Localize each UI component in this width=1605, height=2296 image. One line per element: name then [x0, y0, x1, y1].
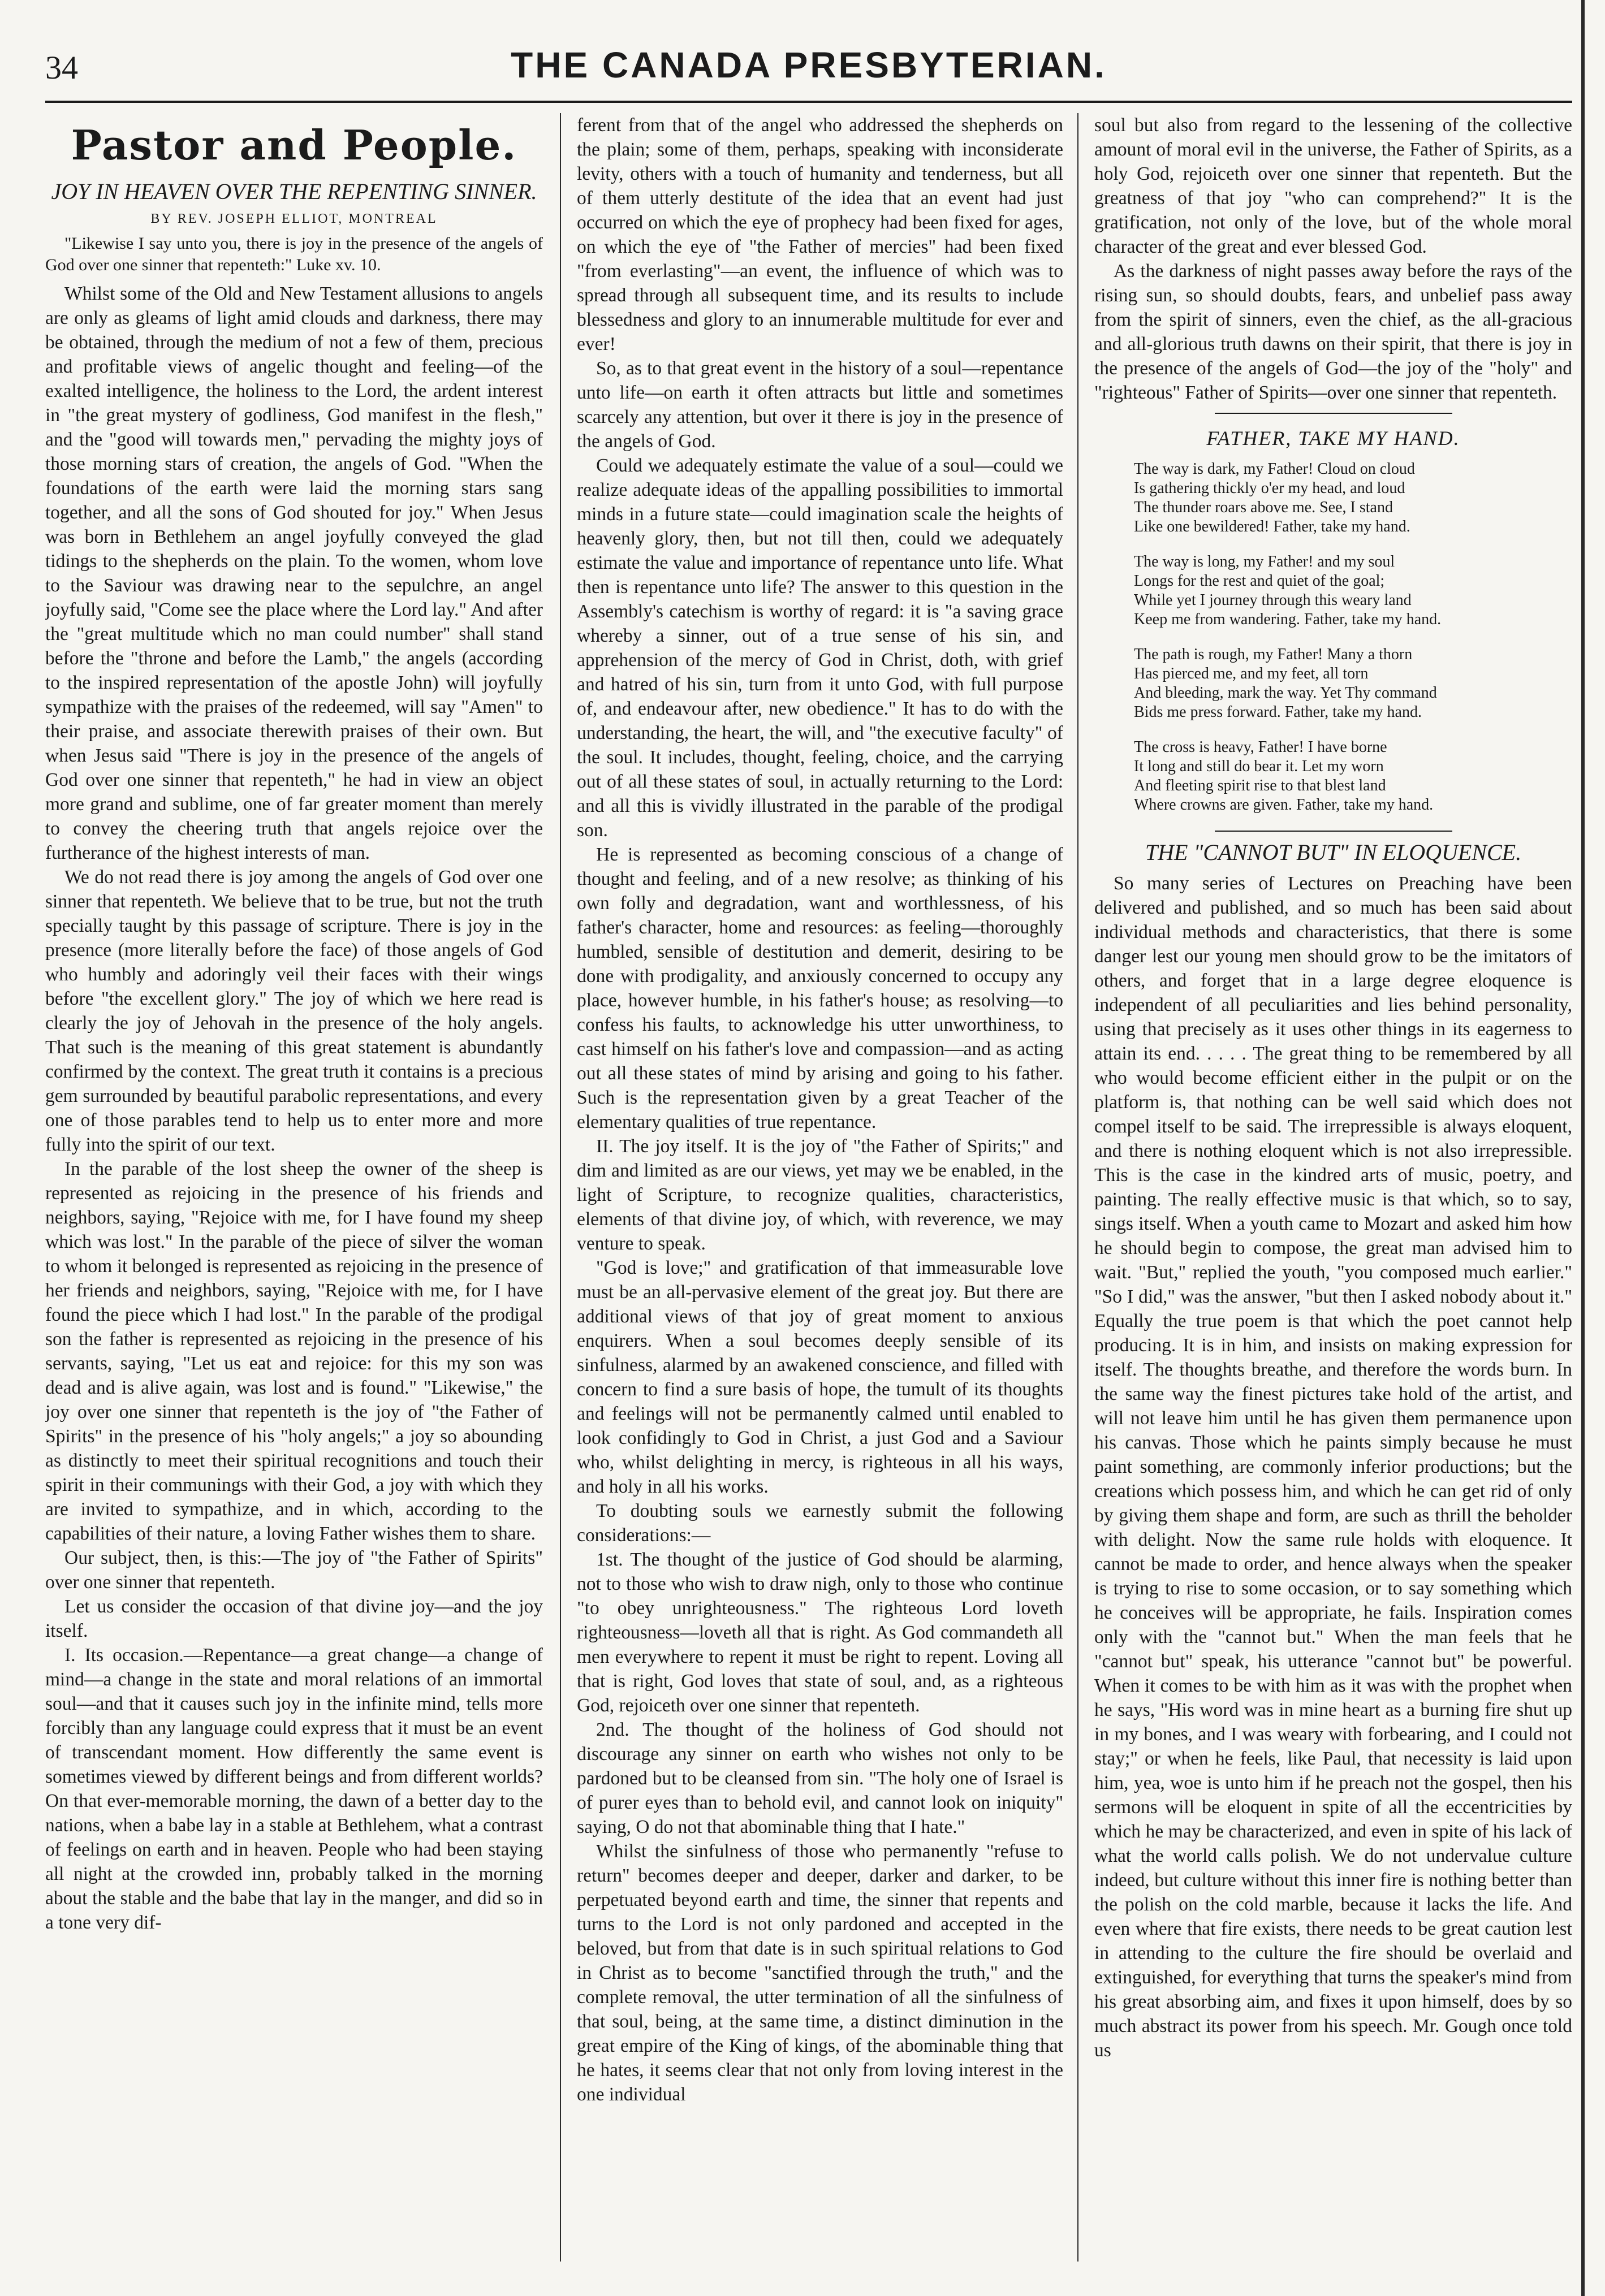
poem-title: FATHER, TAKE MY HAND.: [1206, 427, 1460, 449]
poem-line: Has pierced me, and my feet, all torn: [1134, 665, 1369, 682]
paragraph: We do not read there is joy among the angels of God over one sinner that repenteth. We believe that to be true, but not the truth specially taught by this passage of scripture. There is joy in the presence (more literally before the face) of those angels of God who humbly and adoringly veil their faces with their wings before "the excellent glory." The joy of which we here read is clearly the joy of Jehovah in the presence of the holy angels. That such is the meaning of this great statement is abundantly confirmed by the context. The great truth it contains is a precious gem surrounded by beautiful parabolic representations, and every one of those parables tend to help us to enter more and more fully into the spirit of our text.: [45, 867, 543, 1155]
column-3: [1094, 113, 1572, 2267]
poem-line: And fleeting spirit rise to that blest land: [1134, 777, 1386, 794]
paragraph: So many series of Lectures on Preaching have been delivered and published, and so much has been said about individual methods and characteristics, that there is some danger lest our young men should grow to be the imitators of others, and forget that in a large degree eloquence is independent of all peculiarities and lies behind personality, using that precisely as it uses other things in its eagerness to attain its end. . . . . The great thing to be remembered by all who would become efficient either in the pulpit or on the platform is, that nothing can be well said which does not compel itself to be said. The irrepressible is always eloquent, and there is nothing eloquent which is not also irrepressible. This is the case in the kindred arts of music, poetry, and painting. The really effective music is that which, so to say, sings itself. When a youth came to Mozart and asked him how he should begin to compose, the great man advised him to wait. "But," replied the youth, "you composed much earlier." "So I did," was the answer, "but then I asked nobody about it." Equally the true poem is that which the poet cannot help producing. It is in him, and insists on making expression for itself. The thoughts breathe, and therefore the words burn. In the same way the finest pictures take hold of the artist, and will not leave him until he has given them permanence upon his canvas. Those which he paints simply because he must paint something, are commonly inferior productions; but the creations which possess him, and which he can get rid of only by giving them shape and form, are such as thrill the beholder with delight. Now the same rule holds with eloquence. It cannot be made to order, and hence always when the speaker is trying to rise to some occasion, or to say something which he conceives will be appropriate, he fails. Inspiration comes only with the "cannot but." When the man feels that he "cannot but" speak, his utterance "cannot but" be powerful. When it comes to be with him as it was with the prophet when he says, "His word was in mine heart as a burning fire shut up in my bones, and I was weary with forbearing, and I could not stay;" or when he feels, like Paul, that necessity is laid upon him, yea, woe is unto him if he preach not the gospel, then his sermons will be eloquent in spite of all the eccentricities by which he may be characterized, and even in spite of his lack of what the world calls polish. We do not undervalue culture indeed, but culture without this inner fire is nothing better than the polish on the cold marble, because it lacks the life. And even where that fire exists, there needs to be great caution lest in attending to the culture the fire should be overlaid and extinguished, for everything that turns the speaker's mind from his great absorbing aim, and fixes it upon himself, does by so much abstract its power from his speech. Mr. Gough once told us: [1094, 873, 1572, 2061]
header-rule: [45, 101, 1572, 103]
byline: BY REV. JOSEPH ELLIOT, MONTREAL: [150, 211, 438, 226]
paragraph: "God is love;" and gratification of that immeasurable love must be an all-pervasive element of the great joy. But there are additional views of that joy of great moment to anxious enquirers. When a soul becomes deeply sensible of its sinfulness, alarmed by an awakened conscience, and filled with concern to find a sure basis of hope, the tumult of its thoughts and feelings will not be permanently calmed until enabled to look confidingly to God in Christ, a just God and a Saviour who, whilst delighting in mercy, is righteous in all his ways, and holy in all his works.: [577, 1257, 1063, 1497]
page-number: 34: [45, 49, 78, 86]
poem-stanza: [1134, 645, 1572, 722]
section-rule: [1215, 413, 1452, 414]
paragraph: As the darkness of night passes away before the rays of the rising sun, so should doubts, fears, and unbelief pass away from the spirit of sinners, even the chief, as the all-gracious and all-glorious truth dawns on their spirit, that there is joy in the presence of the angels of God—the joy of the "holy" and "righteous" Father of Spirits—over one sinner that repenteth.: [1094, 261, 1572, 403]
poem-line: Like one bewildered! Father, take my hand.: [1134, 518, 1410, 535]
epigraph: "Likewise I say unto you, there is joy in the presence of the angels of God over one sinner that repenteth:" Luke xv. 10.: [45, 234, 543, 274]
article-title: JOY IN HEAVEN OVER THE REPENTING SINNER.: [51, 179, 537, 204]
section-rule: [1215, 831, 1452, 832]
paragraph: soul but also from regard to the lessening of the collective amount of moral evil in the universe, the Father of Spirits, as a holy God, rejoiceth over one sinner that repenteth. But the greatness of that joy "who can comprehend?" It is the gratification, not only of the love, but of the whole moral character of the great and ever blessed God.: [1094, 115, 1572, 257]
poem-line: Where crowns are given. Father, take my hand.: [1134, 796, 1434, 814]
masthead-title: THE CANADA PRESBYTERIAN.: [511, 45, 1107, 85]
poem-stanza: [1134, 738, 1572, 815]
paragraph: In the parable of the lost sheep the owner of the sheep is represented as rejoicing in the presence of his friends and neighbors, saying, "Rejoice with me, for I have found my sheep which was lost." In the parable of the piece of silver the woman to whom it belonged is represented as rejoicing in the presence of her friends and neighbors, saying, "Rejoice with me, for I have found the piece which I had lost." In the parable of the prodigal son the father is represented as rejoicing in the presence of his servants, saying, "Let us eat and rejoice: for this my son was dead and is alive again, was lost and is found." "Likewise," the joy over one sinner that repenteth is the joy of "the Father of Spirits" in the presence of his "holy angels;" a joy so abounding as distinctly to meet their spiritual recognitions and touch their spirit in their communings with their God, a joy with which they are invited to sympathize, and in which, according to the capabilities of their nature, a loving Father wishes them to share.: [45, 1158, 543, 1544]
poem-stanza: [1134, 460, 1572, 537]
column-divider: [560, 113, 561, 2262]
column-divider: [1077, 113, 1078, 2262]
poem-line: It long and still do bear it. Let my worn: [1134, 758, 1384, 775]
poem-stanza: [1134, 552, 1572, 629]
column-1: [45, 113, 543, 2267]
article-title: THE "CANNOT BUT" IN ELOQUENCE.: [1145, 840, 1522, 865]
paragraph: I. Its occasion.—Repentance—a great change—a change of mind—a change in the state and moral relations of an immortal soul—and that it causes such joy in the infinite mind, tells more forcibly than any language could express that it must be an event of transcendant moment. How differently the same event is sometimes viewed by different beings and from different worlds? On that ever-memorable morning, the dawn of a better day to the nations, when a babe lay in a stable at Bethlehem, what a contrast of feelings on earth and in heaven. People who had been staying all night at the crowded inn, probably talked in the morning about the stable and the babe that lay in the manger, and did so in a tone very dif-: [45, 1645, 543, 1933]
page-header: [45, 44, 1572, 106]
poem-line: The thunder roars above me. See, I stand: [1134, 499, 1393, 516]
paragraph: To doubting souls we earnestly submit the following considerations:—: [577, 1501, 1063, 1546]
poem-line: The way is dark, my Father! Cloud on cloud: [1134, 460, 1415, 478]
paragraph: Let us consider the occasion of that divine joy—and the joy itself.: [45, 1596, 543, 1641]
paragraph: ferent from that of the angel who addressed the shepherds on the plain; some of them, perhaps, speaking with inconsiderate levity, others with a touch of humanity and tenderness, but all of them utterly destitute of the idea that an event had just occurred on which the eye of prophecy had been fixed for ages, on which the eye of "the Father of mercies" had been fixed "from everlasting"—an event, the influence of which was to spread through all subsequent time, and its results to include blessedness and glory to an innumerable multitude for ever and ever!: [577, 115, 1063, 354]
column-2: [577, 113, 1063, 2267]
paragraph: Could we adequately estimate the value of a soul—could we realize adequate ideas of the appalling possibilities to immortal minds in a future state—could imagination scale the heights of heavenly glory, then, but not till then, could we adequately estimate the value and importance of repentance unto life. What then is repentance unto life? The answer to this question in the Assembly's catechism is worthy of regard: it is "a saving grace whereby a sinner, out of a true sense of his sin, and apprehension of the mercy of God in Christ, doth, with grief and hatred of his sin, turn from it unto God, with full purpose of, and endeavour after, new obedience." It has to do with the understanding, the heart, the will, and "the executive faculty" of the soul. It includes, thought, feeling, choice, and the carrying out of all these states of soul, in actually returning to the Lord: and all this is vividly illustrated in the parable of the prodigal son.: [577, 455, 1063, 841]
paragraph: 2nd. The thought of the holiness of God should not discourage any sinner on earth who wishes not only to be pardoned but to be cleansed from sin. "The holy one of Israel is of purer eyes than to behold evil, and cannot look on iniquity" saying, O do not that abominable thing that I hate.": [577, 1719, 1063, 1837]
paragraph: 1st. The thought of the justice of God should be alarming, not to those who wish to draw nigh, only to those who continue "to obey unrighteousness." The righteous Lord loveth righteousness—loveth all that is right. As God commandeth all men everywhere to repent it must be right to repent. Loving all that is right, God loves that state of soul, and, as a righteous God, rejoiceth over one sinner that repenteth.: [577, 1549, 1063, 1716]
poem-line: The way is long, my Father! and my soul: [1134, 553, 1395, 570]
page-edge-shadow: [1581, 0, 1585, 2296]
poem-line: While yet I journey through this weary land: [1134, 591, 1412, 609]
poem-line: Keep me from wandering. Father, take my hand.: [1134, 611, 1442, 628]
poem-line: Longs for the rest and quiet of the goal;: [1134, 572, 1385, 590]
poem-line: Bids me press forward. Father, take my hand.: [1134, 703, 1422, 721]
department-heading: Pastor and People.: [71, 121, 517, 169]
paragraph: Whilst the sinfulness of those who permanently "refuse to return" becomes deeper and deeper, darker and darker, to be perpetuated beyond earth and time, the sinner that repents and turns to the Lord is not only pardoned and accepted in the beloved, but from that date is in such spiritual relations to God in Christ as to become "sanctified through the truth," and the complete removal, the utter termination of all the sinfulness of that soul, being, at the same time, a distinct diminution in the great empire of the King of kings, of the abominable thing that he hates, it seems clear that not only from loving interest in the one individual: [577, 1841, 1063, 2105]
poem-line: The cross is heavy, Father! I have borne: [1134, 738, 1387, 756]
paragraph: So, as to that great event in the history of a soul—repentance unto life—on earth it often attracts but little and sometimes scarcely any attention, but over it there is joy in the presence of the angels of God.: [577, 358, 1063, 452]
poem-line: The path is rough, my Father! Many a thorn: [1134, 646, 1413, 663]
poem-line: Is gathering thickly o'er my head, and loud: [1134, 479, 1405, 497]
poem-line: And bleeding, mark the way. Yet Thy command: [1134, 684, 1437, 702]
paragraph: He is represented as becoming conscious of a change of thought and feeling, and of a new resolve; as thinking of his own folly and degradation, want and worthlessness, of his father's character, home and resources: as feeling—thoroughly humbled, sensible of destitution and demerit, desiring to be done with prodigality, and anxiously concerned to occupy any place, however humble, in his father's house; as resolving—to confess his faults, to acknowledge his utter unworthiness, to cast himself on his father's love and compassion—and as acting out all these states of mind by arising and going to his father. Such is the representation given by a great Teacher of the elementary qualities of true repentance.: [577, 844, 1063, 1132]
paragraph: Our subject, then, is this:—The joy of "the Father of Spirits" over one sinner that repenteth.: [45, 1547, 543, 1593]
paragraph: Whilst some of the Old and New Testament allusions to angels are only as gleams of light amid clouds and darkness, there may be obtained, through the medium of not a few of them, precious and profitable views of angelic thought and feeling—of the exalted intelligence, the holiness to the Lord, the ardent interest in "the great mystery of godliness, God manifest in the flesh," and the "good will towards men," pervading the mighty joys of those morning stars of creation, the angels of God. "When the foundations of the earth were laid the morning stars sang together, and all the sons of God shouted for joy." When Jesus was born in Bethlehem an angel joyfully conveyed the glad tidings to the shepherds on the plain. To the women, whom love to the Saviour was drawing near to the sepulchre, an angel joyfully said, "Come see the place where the Lord lay." And after the "great multitude which no man could number" shall stand before the "throne and before the Lamb," the angels (according to the inspired representation of the apostle John) will joyfully sympathize with the praises of the redeemed, will say "Amen" to their praise, and associate therewith praises of their own. But when Jesus said "There is joy in the presence of the angels of God over one sinner that repenteth," he had in view an object more grand and sublime, one of far greater moment than merely to convey the cheering truth that angels rejoice over the furtherance of the highest interests of man.: [45, 283, 543, 863]
paragraph: II. The joy itself. It is the joy of "the Father of Spirits;" and dim and limited as are our views, yet may we be enabled, in the light of Scripture, to recognize qualities, characteristics, elements of that divine joy, of which, with reverence, we may venture to speak.: [577, 1136, 1063, 1254]
